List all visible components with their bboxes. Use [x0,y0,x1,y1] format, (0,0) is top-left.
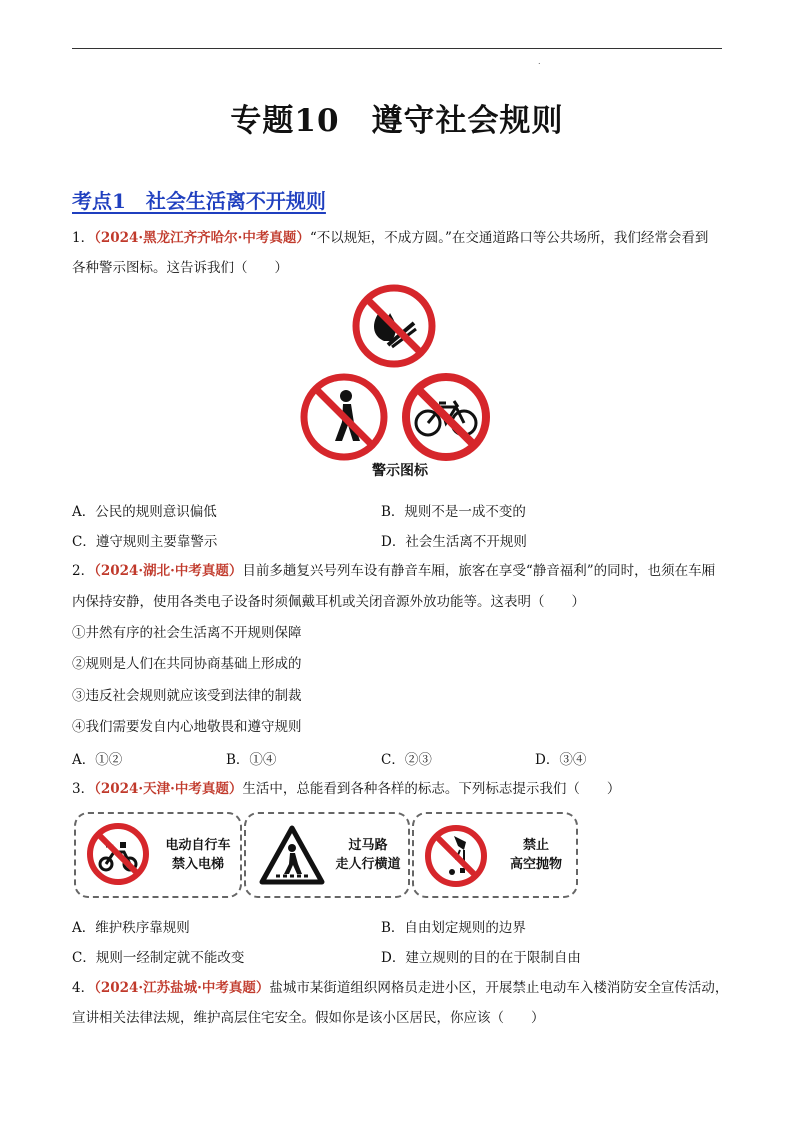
q2-item-3: ③违反社会规则就应该受到法律的制裁 [72,688,302,704]
no-pedestrian-sign [304,377,384,457]
sign-throwing-text [494,836,578,874]
sign-throwing-line1: 禁止 [522,838,549,853]
q1-option-b[interactable]: B．规则不是一成不变的 [381,504,526,520]
crosswalk-warning-icon [258,824,326,886]
q2-option-a[interactable]: A．①② [72,752,123,768]
q4-stem-line-1 [72,978,728,998]
q2-stem-line-2: 内保持安静，使用各类电子设备时须佩戴耳机或关闭音源外放功能等。这表明（ ） [72,594,585,610]
q2-stem-line-1 [72,561,715,581]
q4-stem-a: 盐城市某街道组织网格员走进小区，开展禁止电动车入楼消防安全宣传活动， [269,980,729,996]
q3-source: （2024·天津·中考真题） [94,781,243,797]
sign-panel-throwing [412,812,578,898]
page-title: 专题10 遵守社会规则 [230,103,564,139]
sign-ebike-line1: 电动自行车 [165,838,231,853]
q3-option-a[interactable]: A．维护秩序靠规则 [72,920,190,936]
q4-number: 4． [72,980,95,996]
sign-throwing-line2: 高空抛物 [509,857,562,872]
figure-caption: 警示图标 [372,463,428,479]
q2-option-c[interactable]: C．②③ [381,752,432,768]
sign-ebike-line2: 禁入电梯 [171,857,224,872]
sign-ebike-text [156,836,240,874]
q1-stem-line-2: 各种警示图标。这告诉我们（ ） [72,260,288,276]
no-ebike-in-elevator-icon [86,822,150,886]
header-mark: . [538,57,541,66]
no-throwing-objects-icon [424,824,488,888]
q1-option-a[interactable]: A．公民的规则意识偏低 [72,504,217,520]
sign-crosswalk-line2: 走人行横道 [335,857,401,872]
q1-number: 1． [72,230,95,246]
warning-signs-figure [296,283,496,483]
q2-item-1: ①井然有序的社会生活离不开规则保障 [72,625,302,641]
section-heading[interactable]: 考点1 社会生活离不开规则 [72,189,326,213]
header-rule [72,48,722,49]
q2-source: （2024·湖北·中考真题） [94,563,243,579]
q2-item-4: ④我们需要发自内心地敬畏和遵守规则 [72,719,302,735]
q4-stem-line-2: 宣讲相关法律法规，维护高层住宅安全。假如你是该小区居民，你应该（ ） [72,1010,545,1026]
q1-stem-a: “不以规矩，不成方圆。”在交通道路口等公共场所，我们经常会看到 [309,230,709,246]
q3-option-c[interactable]: C．规则一经制定就不能改变 [72,950,245,966]
sign-panel-crosswalk [244,812,410,898]
q1-stem-line-1 [72,228,708,248]
q3-number: 3． [72,781,95,797]
q3-stem-line [72,779,620,799]
q3-option-b[interactable]: B．自由划定规则的边界 [381,920,526,936]
q3-stem: 生活中，总能看到各种各样的标志。下列标志提示我们（ ） [242,781,621,797]
q4-source: （2024·江苏盐城·中考真题） [94,980,270,996]
q1-option-d[interactable]: D．社会生活离不开规则 [381,534,527,550]
sign-panel-ebike [74,812,242,898]
sign-crosswalk-text [326,836,410,874]
q2-stem-a: 目前多趟复兴号列车设有静音车厢，旅客在享受“静音福利”的同时，也须在车厢 [242,563,716,579]
q2-number: 2． [72,563,95,579]
q2-option-d[interactable]: D．③④ [535,752,587,768]
q2-option-b[interactable]: B．①④ [226,752,277,768]
sign-crosswalk-line1: 过马路 [348,838,388,853]
q1-source: （2024·黑龙江齐齐哈尔·中考真题） [94,230,310,246]
no-bicycle-sign [406,377,486,457]
q1-option-c[interactable]: C．遵守规则主要靠警示 [72,534,218,550]
q2-item-2: ②规则是人们在共同协商基础上形成的 [72,656,302,672]
q3-option-d[interactable]: D．建立规则的目的在于限制自由 [381,950,581,966]
no-fire-sign [356,288,432,364]
